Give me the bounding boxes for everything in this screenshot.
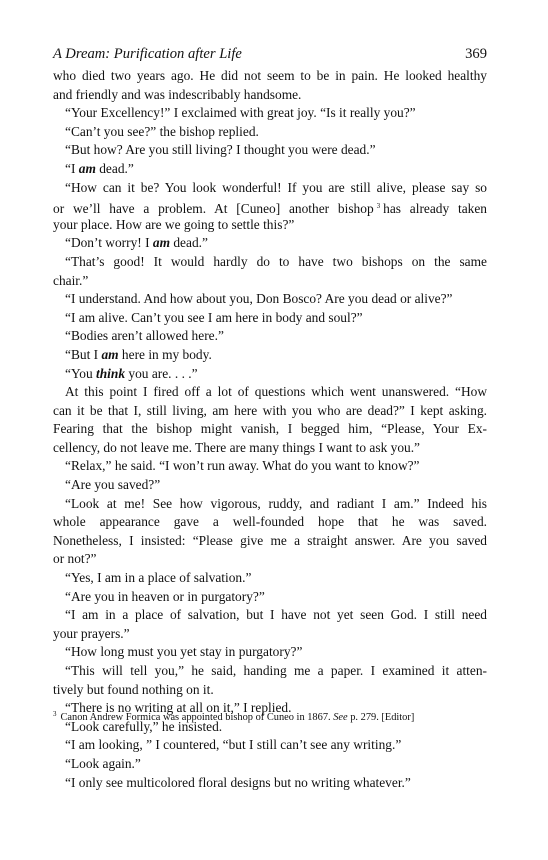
footnote-mark: 3 bbox=[53, 710, 57, 718]
text-segment: “I bbox=[65, 160, 79, 176]
text-line: “Look carefully,” he insisted. bbox=[65, 718, 223, 734]
text-line: your place. How are we going to settle this?” bbox=[53, 216, 295, 232]
text-line: “Your Excellency!” I exclaimed with great joy. “Is it really you?” bbox=[65, 105, 416, 121]
text-line: Fearing that the bishop might vanish, I begged him, “Please, Your Ex- bbox=[53, 421, 487, 437]
footnote-text: Canon Andrew Formica was appointed bishop of Cuneo in 1867. bbox=[60, 712, 334, 723]
text-line: whole appearance gave a well-founded hope that he was saved. bbox=[53, 514, 487, 530]
emphasis: think bbox=[96, 365, 126, 381]
text-line: “I am looking, ” I countered, “but I still can’t see any writing.” bbox=[65, 737, 402, 753]
text-line: “Yes, I am in a place of salvation.” bbox=[65, 570, 252, 586]
text-line: and friendly and was indescribably handsome. bbox=[53, 86, 302, 102]
text-segment: dead.” bbox=[95, 160, 134, 176]
text-line: At this point I fired off a lot of questions which went unanswered. “How bbox=[65, 384, 487, 400]
text-line: “That’s good! It would hardly do to have two bishops on the same bbox=[65, 253, 487, 269]
text-line: “Relax,” he said. “I won’t run away. What do you want to know?” bbox=[65, 458, 420, 474]
text-line bbox=[53, 197, 487, 216]
footnote-reference: 3 bbox=[376, 202, 381, 211]
body-text bbox=[53, 67, 487, 792]
page-number: 369 bbox=[465, 46, 487, 62]
text-line: “How can it be? You look wonderful! If you are still alive, please say so bbox=[65, 179, 487, 195]
text-line bbox=[53, 160, 487, 179]
text-segment: or we’ll have a problem. At [Cuneo] another bishop bbox=[53, 201, 374, 217]
text-line bbox=[53, 365, 487, 384]
text-line: your prayers.” bbox=[53, 625, 130, 641]
text-line: “There is no writing at all on it,” I replied. bbox=[65, 700, 292, 716]
footnote-see: See bbox=[333, 712, 348, 723]
running-header bbox=[53, 44, 487, 64]
emphasis: am bbox=[152, 235, 171, 251]
text-line: “I only see multicolored floral designs but no writing whatever.” bbox=[65, 774, 411, 790]
text-line: “How long must you yet stay in purgatory?” bbox=[65, 644, 303, 660]
text-segment: here in my body. bbox=[118, 346, 212, 362]
footnote bbox=[53, 707, 487, 725]
text-line: cellency, do not leave me. There are many things I want to ask you.” bbox=[53, 439, 420, 455]
text-line: “Look again.” bbox=[65, 755, 141, 771]
text-line: “I am in a place of salvation, but I have not yet seen God. I still need bbox=[65, 607, 487, 623]
text-segment: “You bbox=[65, 365, 97, 381]
text-line bbox=[53, 346, 487, 365]
text-line: “Bodies aren’t allowed here.” bbox=[65, 328, 224, 344]
text-line: who died two years ago. He did not seem to be in pain. He looked healthy bbox=[53, 68, 487, 83]
text-segment: “But I bbox=[65, 346, 102, 362]
text-line: “Look at me! See how vigorous, ruddy, and radiant I am.” Indeed his bbox=[65, 495, 487, 511]
footnote-text-end: p. 279. [Editor] bbox=[347, 712, 415, 723]
chapter-title: A Dream: Purification after Life bbox=[53, 46, 242, 62]
text-line: can it be that I, still living, am here with you who are dead?” I kept asking. bbox=[53, 402, 487, 418]
text-line: tively but found nothing on it. bbox=[53, 681, 214, 697]
text-line bbox=[53, 234, 487, 253]
text-line: “This will tell you,” he said, handing me a paper. I examined it atten- bbox=[65, 663, 487, 678]
text-line: “I understand. And how about you, Don Bosco? Are you dead or alive?” bbox=[65, 291, 453, 307]
text-line: “Are you in heaven or in purgatory?” bbox=[65, 588, 265, 604]
text-segment: you are. . . .” bbox=[125, 365, 198, 381]
text-line: “I am alive. Can’t you see I am here in body and soul?” bbox=[65, 309, 363, 325]
emphasis: am bbox=[78, 160, 96, 176]
text-segment: dead.” bbox=[170, 235, 208, 251]
text-line: or not?” bbox=[53, 551, 97, 567]
emphasis: am bbox=[101, 346, 119, 362]
text-segment: “Don’t worry! I bbox=[65, 235, 153, 251]
text-line: “Are you saved?” bbox=[65, 477, 161, 493]
text-line: Nonetheless, I insisted: “Please give me a straight answer. Are you saved bbox=[53, 532, 487, 548]
text-segment: has already taken bbox=[383, 201, 487, 217]
text-line: “But how? Are you still living? I thought you were dead.” bbox=[65, 142, 376, 158]
text-line: “Can’t you see?” the bishop replied. bbox=[65, 123, 259, 139]
text-line: chair.” bbox=[53, 272, 89, 288]
